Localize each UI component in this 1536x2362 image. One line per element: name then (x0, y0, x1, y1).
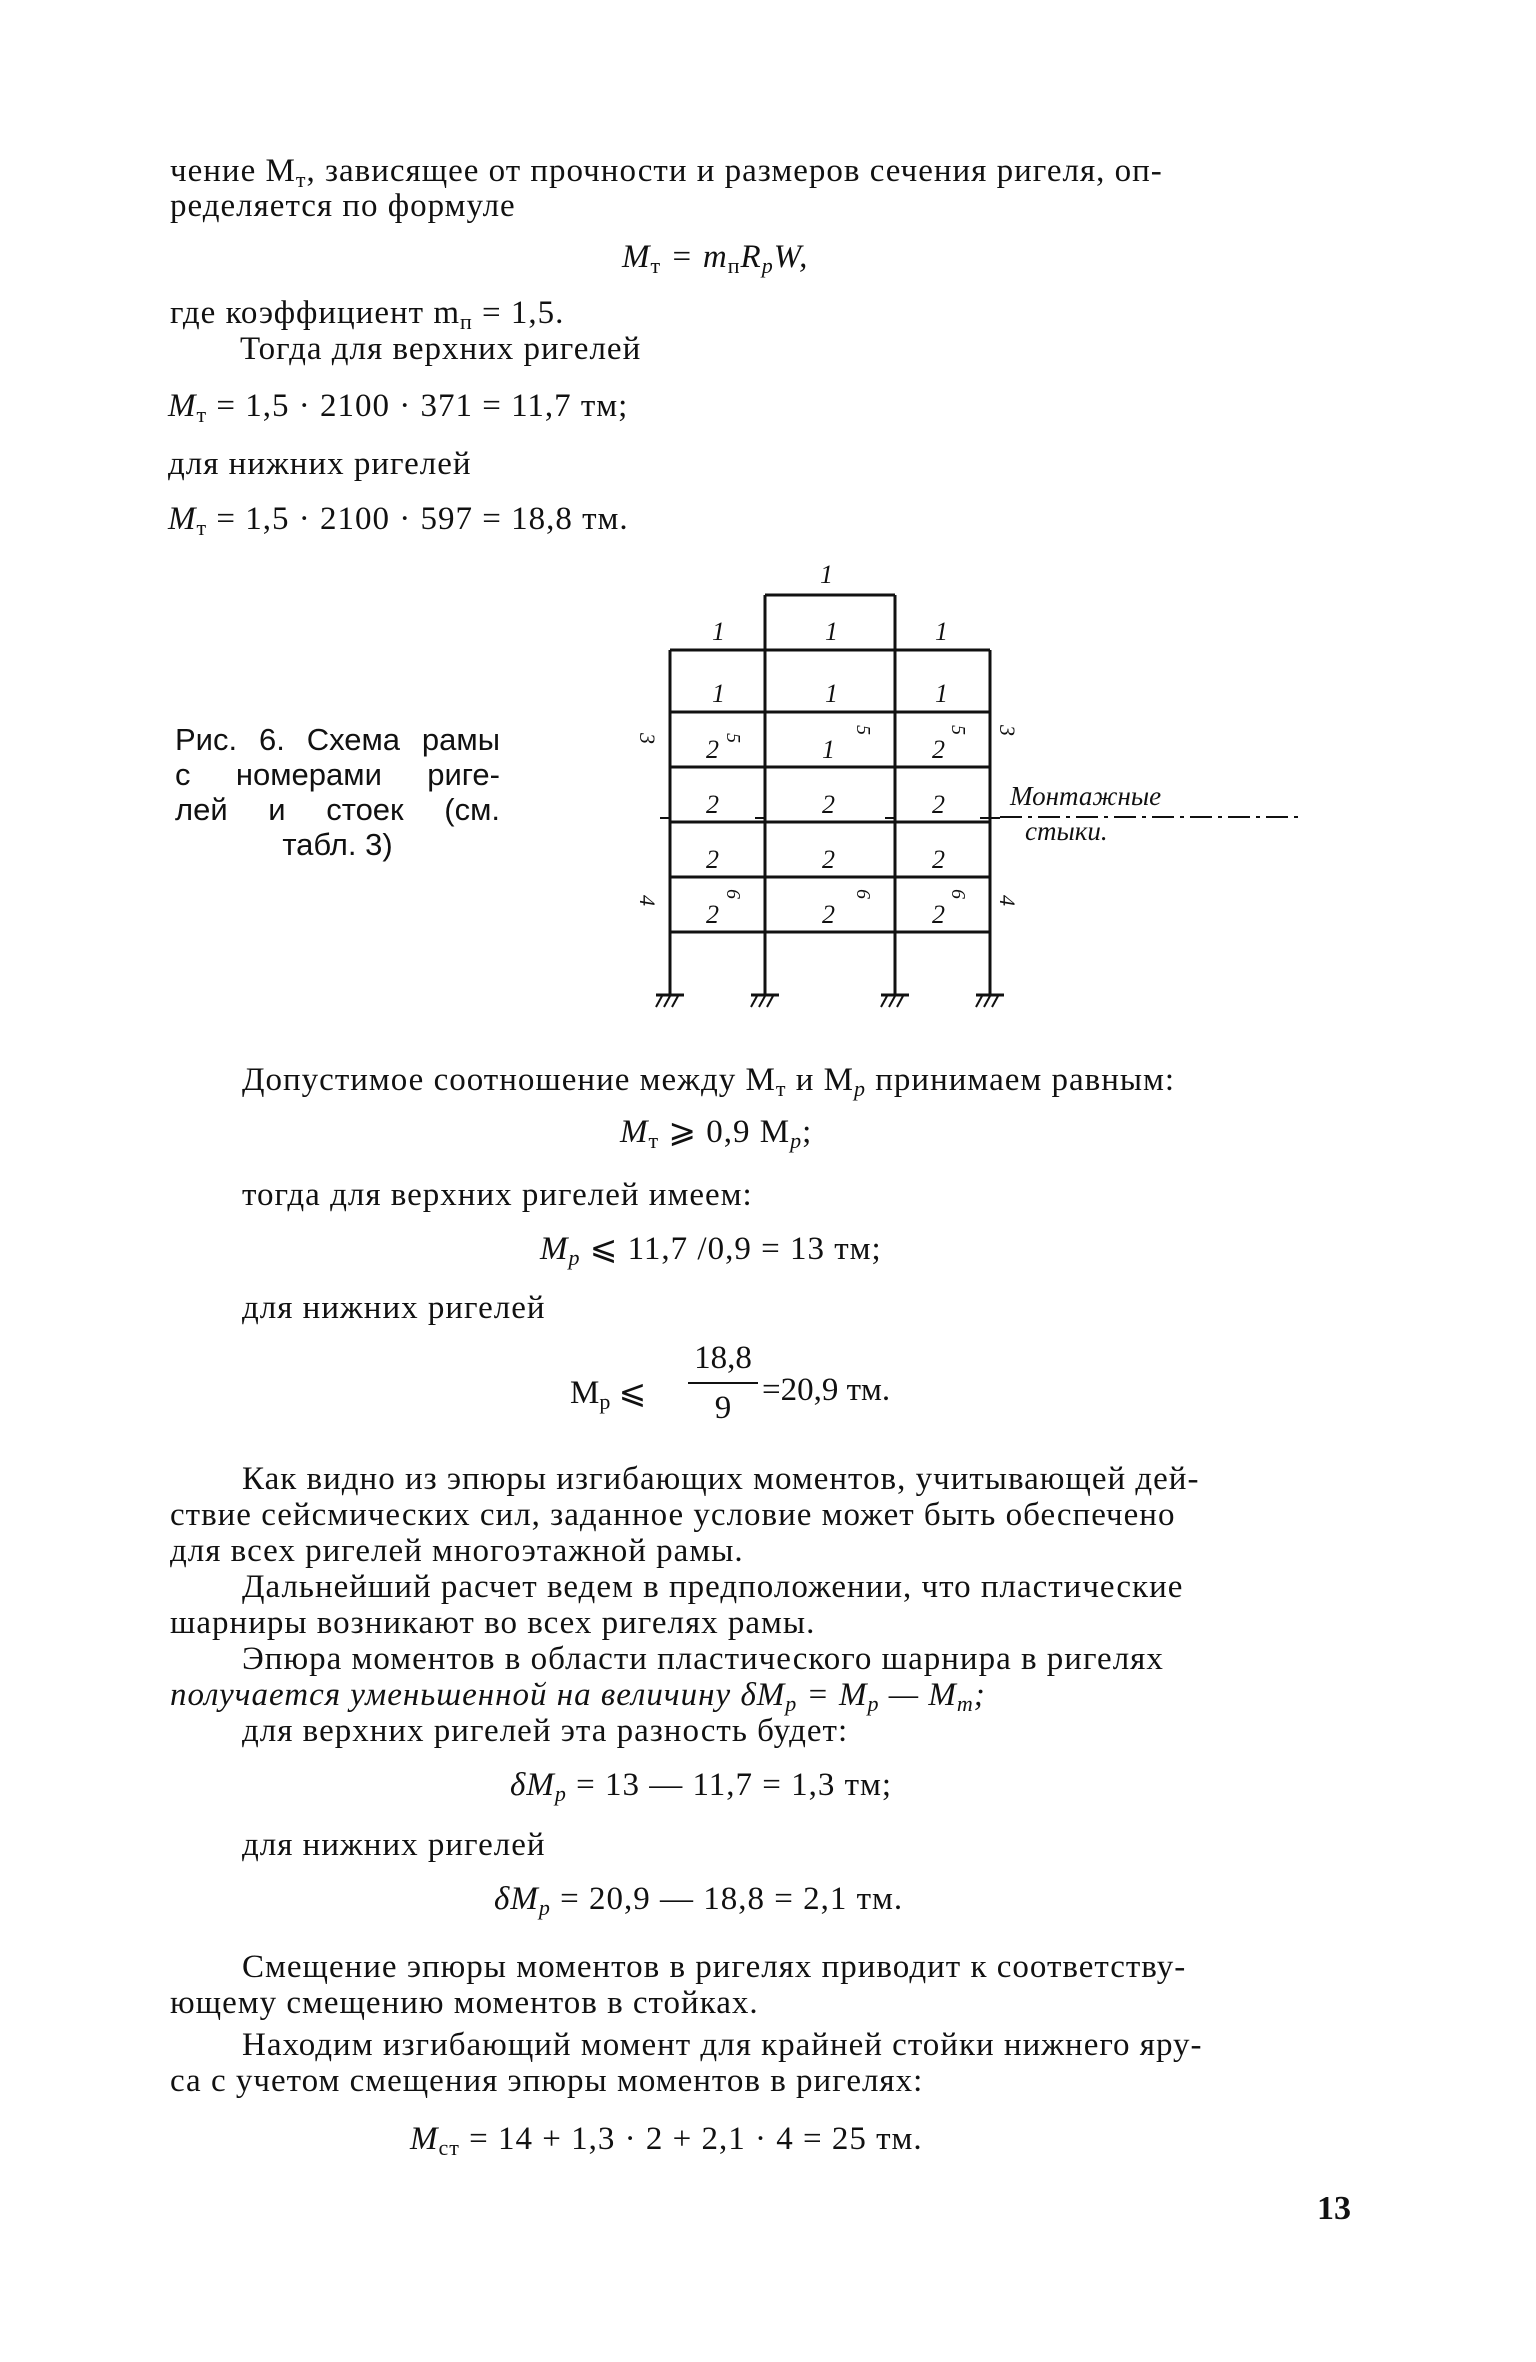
annotation-joints: стыки. (1025, 816, 1108, 846)
formula-ratio: $M_т$ ⩾ 0,9 $M_p$; (620, 1114, 813, 1153)
svg-text:1: 1 (712, 679, 725, 708)
svg-text:2: 2 (822, 900, 835, 929)
text-line: для нижних ригелей (242, 1290, 546, 1326)
svg-text:2: 2 (932, 900, 945, 929)
svg-text:1: 1 (822, 735, 835, 764)
frame-diagram-clean (600, 555, 1340, 1030)
text-line: для верхних ригелей эта разность будет: (242, 1713, 849, 1749)
text-line: ределяется по формуле (170, 188, 516, 224)
svg-text:2: 2 (706, 735, 719, 764)
svg-text:2: 2 (706, 845, 719, 874)
svg-text:4: 4 (635, 895, 660, 906)
text-line: Тогда для верхних ригелей (240, 331, 642, 367)
formula-mt: $M_т = m_пR_pW$, (622, 239, 809, 278)
svg-text:2: 2 (706, 790, 719, 819)
svg-text:3: 3 (995, 725, 1020, 736)
svg-text:1: 1 (712, 617, 725, 646)
svg-text:2: 2 (822, 845, 835, 874)
fraction-result: =20,9 тм. (762, 1372, 891, 1408)
svg-text:4: 4 (995, 895, 1020, 906)
text-line: для нижних ригелей (168, 446, 472, 482)
text-line: для нижних ригелей (242, 1827, 546, 1863)
page-number: 13 (1317, 2190, 1351, 2227)
text-line: шарниры возникают во всех ригелях рамы. (170, 1605, 816, 1641)
svg-text:1: 1 (825, 617, 838, 646)
formula-lower: $M_т = 1,5 \cdot 2100 \cdot 597 = 18,8$ тм. (168, 501, 629, 540)
fraction-denominator: 9 (714, 1390, 732, 1426)
fraction-numerator: 18,8 (694, 1340, 752, 1376)
fraction-bar (688, 1382, 758, 1384)
svg-text:6: 6 (722, 889, 744, 899)
text-line: Допустимое соотношение между $M_т$ и $M_p$ принимаем равным: (242, 1062, 1176, 1101)
svg-text:6: 6 (947, 889, 969, 899)
formula-mst: $M_{ст} = 14 + 1,3 \cdot 2 + 2,1 \cdot 4 = 25$ тм. (410, 2121, 923, 2160)
svg-text:2: 2 (932, 735, 945, 764)
figure-caption: Рис. 6. Схема рамы с номерами риге- лей и стоек (см. табл. 3) (175, 722, 500, 862)
annotation-montage: Монтажные (1010, 781, 1162, 811)
formula-mp-upper: $M_p$ ⩽ 11,7 /0,9 = 13 тм; (540, 1231, 882, 1270)
text-line: са с учетом смещения эпюры моментов в ригелях: (170, 2063, 924, 2099)
text-line: Дальнейший расчет ведем в предположении, что пластические (242, 1569, 1184, 1605)
svg-text:5: 5 (722, 733, 744, 743)
text-line: ствие сейсмических сил, заданное условие может быть обеспечено (170, 1497, 1176, 1533)
text-line: тогда для верхних ригелей имеем: (242, 1177, 753, 1213)
svg-text:3: 3 (635, 733, 660, 744)
text-line: Находим изгибающий момент для крайней стойки нижнего яру- (242, 2027, 1203, 2063)
svg-text:5: 5 (947, 725, 969, 735)
label-top: 1 (820, 560, 833, 589)
formula-upper: $M_т = 1,5 \cdot 2100 \cdot 371 = 11,7$ тм; (168, 388, 629, 427)
text-line: Смещение эпюры моментов в ригелях приводит к соответству- (242, 1949, 1187, 1985)
svg-text:2: 2 (822, 790, 835, 819)
svg-text:2: 2 (932, 790, 945, 819)
formula-delta-upper: $\delta M_p = 13$ — 11,7 = 1,3 тм; (510, 1767, 893, 1806)
text-line: чение $M_т$, зависящее от прочности и размеров сечения ригеля, оп- (170, 153, 1163, 192)
svg-text:1: 1 (825, 679, 838, 708)
svg-text:5: 5 (852, 725, 874, 735)
formula-delta-lower: $\delta M_p = 20,9$ — 18,8 = 2,1 тм. (494, 1881, 904, 1920)
text-line: для всех ригелей многоэтажной рамы. (170, 1533, 744, 1569)
svg-text:1: 1 (935, 679, 948, 708)
text-line: получается уменьшенной на величину $\delta M_p = M_p$ — $M_т$; (170, 1677, 986, 1716)
text-line: ющему смещению моментов в стойках. (170, 1985, 759, 2021)
text-line: где коэффициент $m_п = 1,5$. (170, 295, 565, 334)
svg-text:6: 6 (852, 889, 874, 899)
svg-text:2: 2 (706, 900, 719, 929)
text-line: Как видно из эпюры изгибающих моментов, учитывающей дей- (242, 1461, 1200, 1497)
text-line: Эпюра моментов в области пластического шарнира в ригелях (242, 1641, 1164, 1677)
formula-mp-lower: $M_p$ ⩽ (570, 1375, 647, 1414)
svg-text:1: 1 (935, 617, 948, 646)
svg-text:2: 2 (932, 845, 945, 874)
